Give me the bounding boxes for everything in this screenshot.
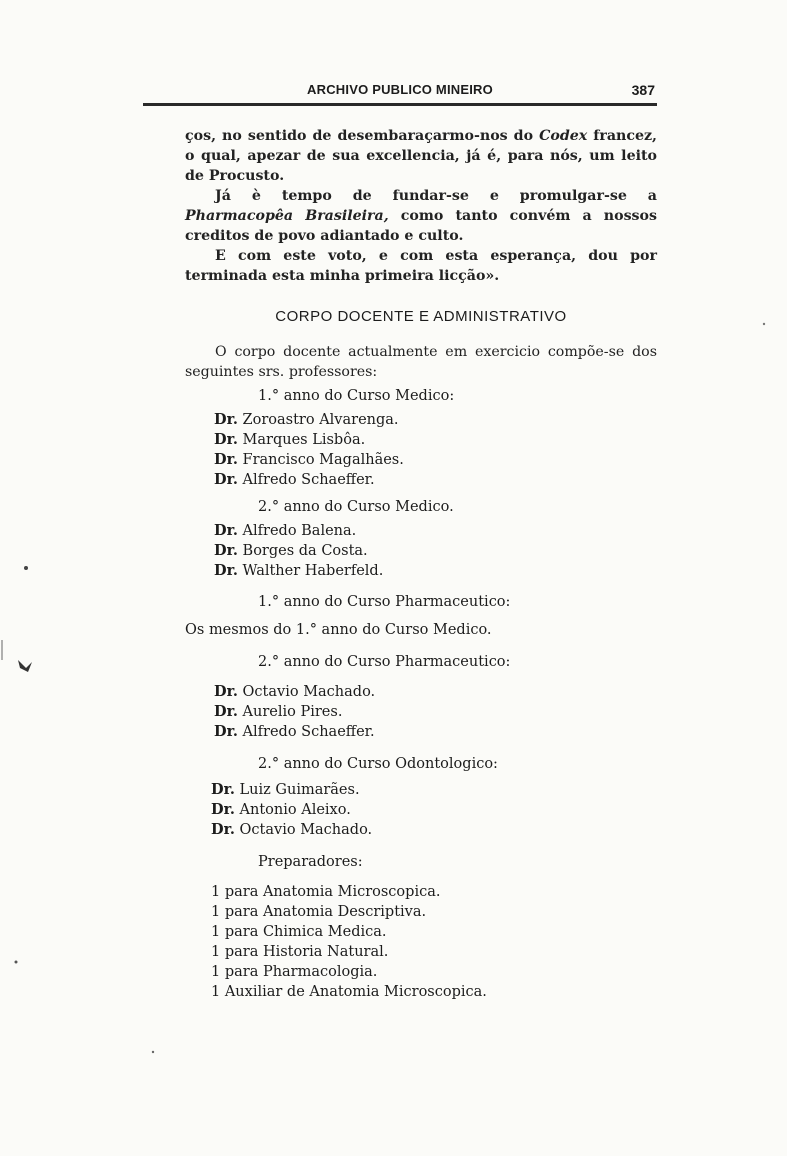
header-title: ARCHIVO PUBLICO MINEIRO xyxy=(307,82,493,97)
list-item: 1 Auxiliar de Anatomia Microscopica. xyxy=(211,984,487,1000)
list-item: Dr. Aurelio Pires. xyxy=(214,703,343,720)
group-3-note: Os mesmos do 1.° anno do Curso Medico. xyxy=(185,622,492,638)
list-item: Dr. Walther Haberfeld. xyxy=(214,562,384,579)
list-item: Dr. Octavio Machado. xyxy=(214,683,376,700)
pharmacopea-italic: Pharmacopêa Brasileira, xyxy=(185,208,389,224)
list-item: 1 para Anatomia Descriptiva. xyxy=(211,904,427,920)
group-5-heading: 2.° anno do Curso Odontologico: xyxy=(258,756,498,772)
codex-italic: Codex xyxy=(539,128,588,144)
paragraph-1-text-b: francez, o qual, apezar de sua excellencia, já é, para nós, um leito de Procusto. xyxy=(185,128,657,184)
paragraph-2-text-b: como tanto convém a nossos creditos de povo adiantado e culto. xyxy=(185,208,657,244)
preparadores-heading: Preparadores: xyxy=(258,854,363,870)
list-item: Dr. Alfredo Schaeffer. xyxy=(214,471,375,488)
paragraph-2-text-a: Já è tempo de fundar-se e promulgar-se a xyxy=(215,188,657,204)
list-item: Dr. Octavio Machado. xyxy=(211,821,373,838)
list-item: 1 para Pharmacologia. xyxy=(211,964,378,980)
section-title: CORPO DOCENTE E ADMINISTRATIVO xyxy=(275,308,567,325)
list-item: Dr. Antonio Aleixo. xyxy=(211,801,351,818)
list-item: Dr. Marques Lisbôa. xyxy=(214,431,366,448)
list-item: 1 para Anatomia Microscopica. xyxy=(211,884,441,900)
paragraph-1-text-a: ços, no sentido de desembaraçarmo-nos do xyxy=(185,128,540,144)
list-item: Dr. Francisco Magalhães. xyxy=(214,451,404,468)
list-item: Dr. Zoroastro Alvarenga. xyxy=(214,411,399,428)
list-item: Dr. Borges da Costa. xyxy=(214,542,368,559)
list-item: 1 para Historia Natural. xyxy=(211,944,389,960)
page-number: 387 xyxy=(631,82,655,98)
group-2-heading: 2.° anno do Curso Medico. xyxy=(258,499,454,515)
list-item: 1 para Chimica Medica. xyxy=(211,924,387,940)
paragraph-3: E com este voto, e com esta esperança, dou por terminada esta minha primeira licção». xyxy=(185,248,657,284)
section-intro: O corpo docente actualmente em exercicio compõe-se dos seguintes srs. professores: xyxy=(185,344,657,380)
group-3-heading: 1.° anno do Curso Pharmaceutico: xyxy=(258,594,511,610)
list-item: Dr. Luiz Guimarães. xyxy=(211,781,360,798)
list-item: Dr. Alfredo Schaeffer. xyxy=(214,723,375,740)
list-item: Dr. Alfredo Balena. xyxy=(214,522,357,539)
group-1-heading: 1.° anno do Curso Medico: xyxy=(258,388,455,404)
group-4-heading: 2.° anno do Curso Pharmaceutico: xyxy=(258,654,511,670)
